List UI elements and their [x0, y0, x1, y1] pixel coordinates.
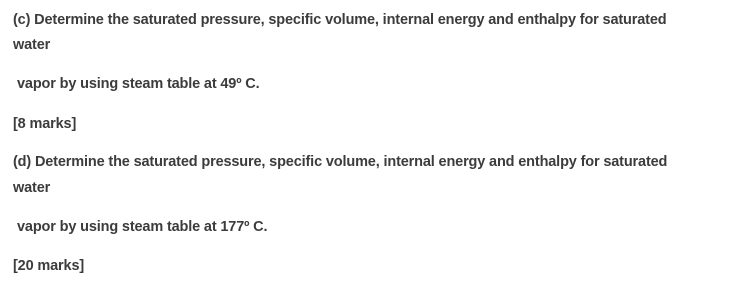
question-c-marks: [8 marks]: [13, 116, 77, 132]
question-c-text-line3: vapor by using steam table at 49º C.: [17, 76, 260, 92]
question-d-text-line2: water: [13, 180, 51, 196]
question-d-text-line1: (d) Determine the saturated pressure, specific volume, internal energy and enthalpy for saturated: [13, 154, 668, 170]
question-d-text-line3: vapor by using steam table at 177º C.: [17, 219, 268, 235]
question-c-text-line1: (c) Determine the saturated pressure, specific volume, internal energy and enthalpy for saturated: [13, 12, 667, 28]
question-d-marks: [20 marks]: [13, 258, 85, 274]
question-c-text-line2: water: [13, 37, 51, 53]
